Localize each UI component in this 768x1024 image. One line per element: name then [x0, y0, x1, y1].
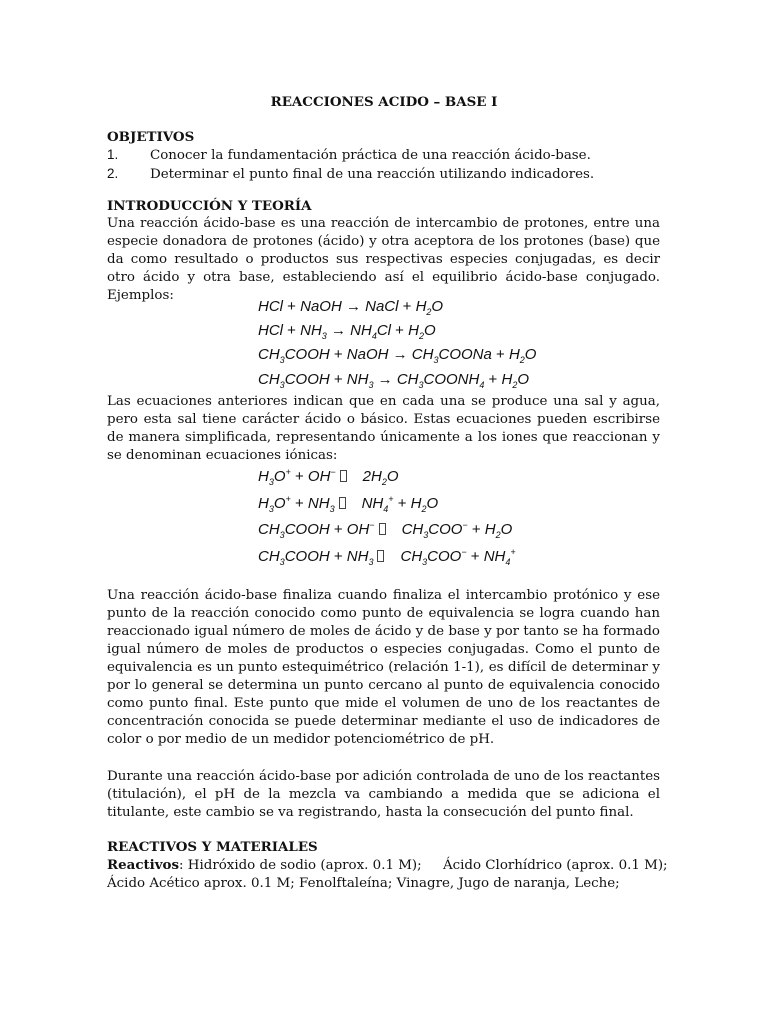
equation-2: HCl + $NH_3 \to NH_4Cl + H_2O$ [258, 322, 436, 341]
reactivos-section [107, 838, 668, 893]
equilibrium-arrow-icon [339, 497, 346, 509]
equation-1: HCl + NaOH → NaCl + $H_2O$ [258, 298, 444, 317]
list-item-text: Conocer la fundamentación práctica de una reacción ácido-base. [150, 148, 591, 163]
ionic-equation-2: $H_3O^+ + NH_3$ $NH_4^+ + H_2O$ [258, 494, 439, 514]
intro-paragraph-1: Una reacción ácido-base es una reacción de intercambio de protones, entre una especie donadora de protones (ácido) y otra aceptora de los protones (base) que da como resultado o productos sus respectivas especies conjugadas, es decir otro ácido y otra base, estableciendo así el equilibrio ácido-base conjugado. Ejemplos: [107, 216, 660, 303]
intro-paragraph-2: Las ecuaciones anteriores indican que en cada una se produce una sal y agua, pero esta sal tiene carácter ácido o básico. Estas ecuaciones pueden escribirse de manera simplificada, representando únicamente a los iones que reaccionan y se denominan ecuaciones iónicas: [107, 394, 660, 463]
reactivos-label: Reactivos [107, 857, 180, 873]
equilibrium-arrow-icon [377, 550, 384, 562]
equation-4: $CH_3COOH + NH_3$ → $CH_3COONH_4 + H_2O$ [258, 371, 529, 390]
ionic-equation-1: $H_3O^+ + OH^-$ $2H_2O$ [258, 467, 399, 487]
document-title: REACCIONES ACIDO – BASE I [270, 94, 498, 110]
equation-3: $CH_3COOH$ + NaOH → $CH_3COONa + H_2O$ [258, 346, 537, 365]
list-item [107, 165, 660, 184]
intro-section [107, 197, 660, 305]
list-item-text: Determinar el punto final de una reacción utilizando indicadores. [150, 167, 595, 182]
equilibrium-arrow-icon [340, 470, 347, 482]
reactivos-line-2: Ácido Acético aprox. 0.1 M; Fenolftaleína; Vinagre, Jugo de naranja, Leche; [107, 876, 620, 891]
ionic-equation-3: $CH_3COOH + OH^-$ $CH_3COO^- + H_2O$ [258, 520, 513, 540]
reactivos-line-1 [107, 856, 668, 875]
reactivos-heading: REACTIVOS Y MATERIALES [107, 839, 318, 855]
intro-paragraph-3: Una reacción ácido-base finaliza cuando finaliza el intercambio protónico y ese punto de la reacción conocido como punto de equivalencia se logra cuando han reaccionado igual número de moles de ácido y de base y por tanto se ha formado igual número de moles de productos o especies conjugadas. Como el punto de equivalencia es un punto estequimétrico (relación 1-1), es difícil de determinar y por lo general se determina un punto cercano al punto de equivalencia conocido como punto final. Este punto que mide el volumen de uno de los reactantes de concentración conocida se puede determinar mediante el uso de indicadores de color o por medio de un medidor potenciométrico de pH. [107, 588, 660, 747]
intro-paragraph-4: Durante una reacción ácido-base por adición controlada de uno de los reactantes (titulación), el pH de la mezcla va cambiando a medida que se adiciona el titulante, este cambio se va registrando, hasta la consecución del punto final. [107, 769, 660, 820]
objetivos-heading: OBJETIVOS [107, 129, 195, 145]
list-item-number: 1. [107, 147, 119, 162]
objetivos-section [107, 128, 660, 184]
ionic-equation-4: $CH_3COOH + NH_3$ $CH_3COO^- + NH_4^+$ [258, 547, 516, 567]
reactivos-text: : Hidróxido de sodio (aprox. 0.1 M); Ácido Clorhídrico (aprox. 0.1 M); [179, 858, 668, 873]
equilibrium-arrow-icon [379, 523, 386, 535]
intro-heading: INTRODUCCIÓN Y TEORÍA [107, 198, 312, 214]
list-item-number: 2. [107, 166, 119, 181]
list-item [107, 146, 660, 165]
